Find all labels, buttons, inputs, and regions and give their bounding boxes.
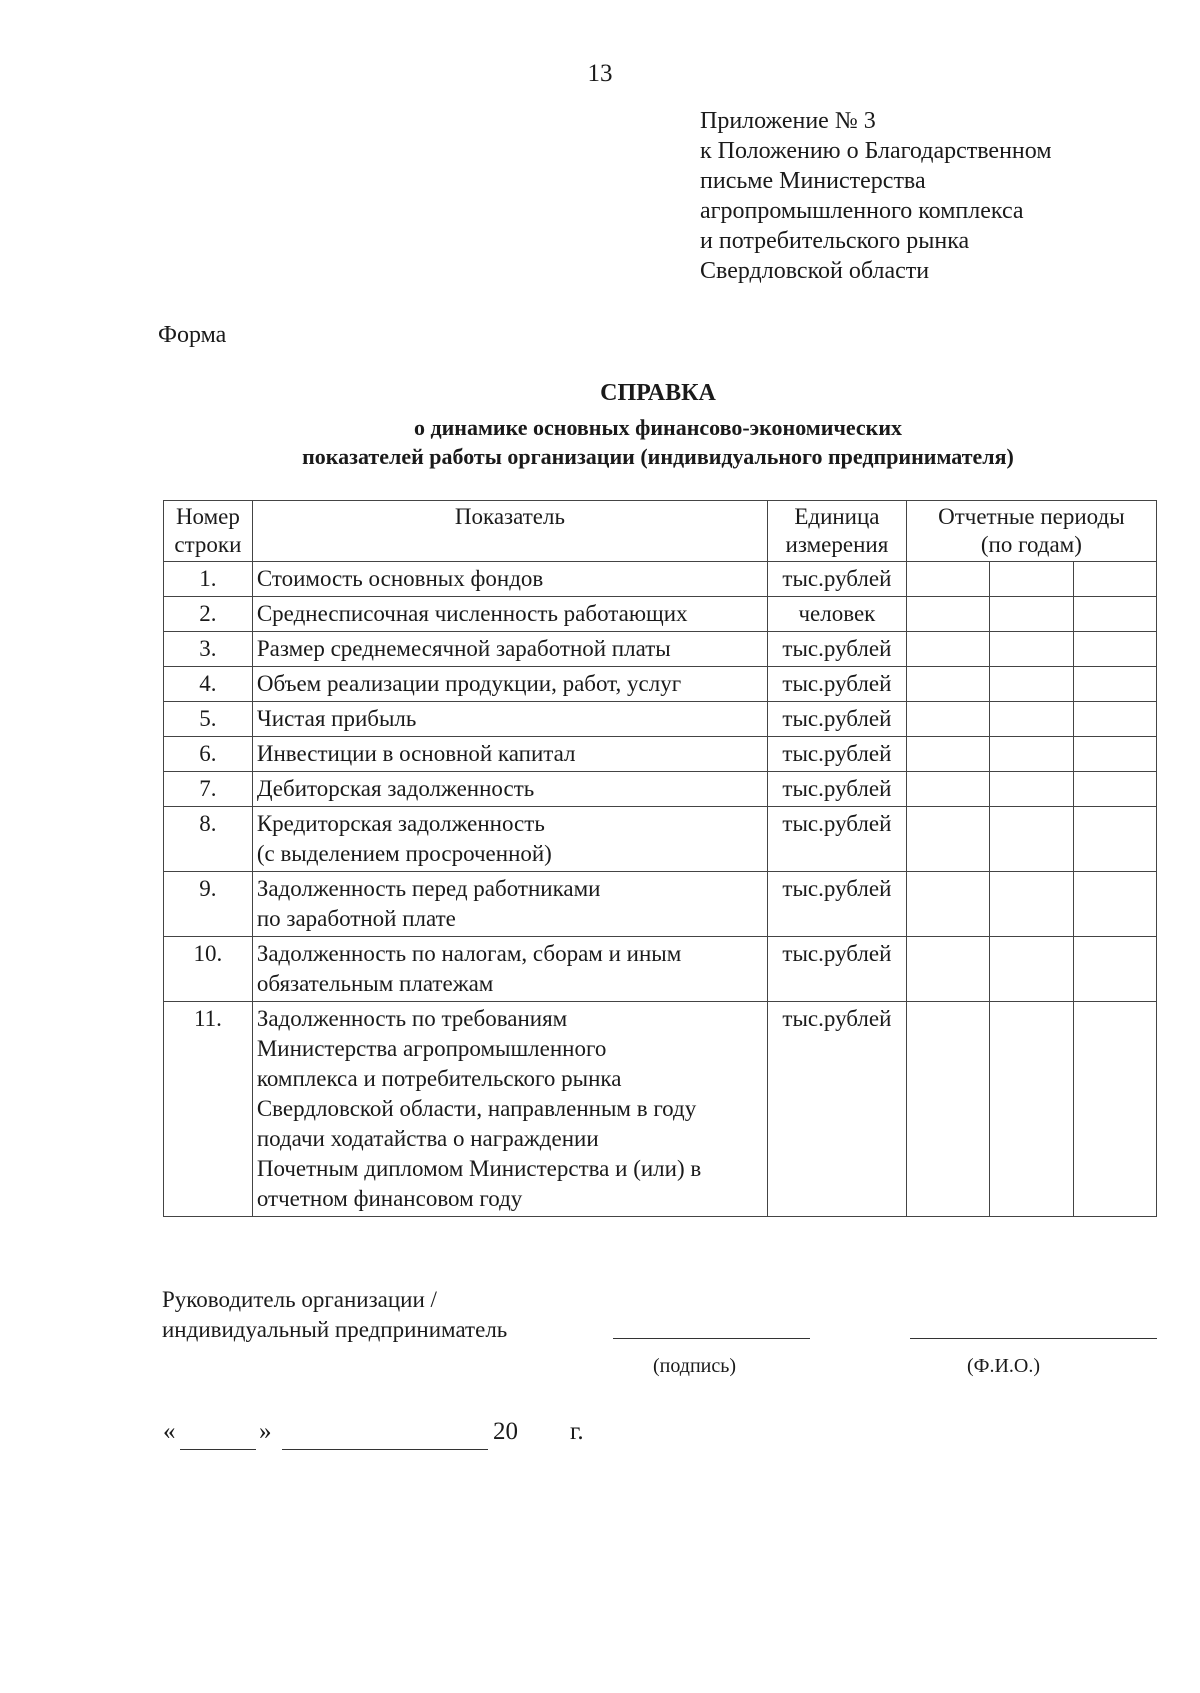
period-value-cell[interactable] <box>990 737 1073 772</box>
period-value-cell[interactable] <box>906 872 989 937</box>
header-reporting-periods: Отчетные периоды (по годам) <box>906 501 1156 562</box>
table-row <box>164 597 1157 632</box>
row-number: 5. <box>164 702 253 737</box>
table-row <box>164 562 1157 597</box>
period-value-cell[interactable] <box>906 702 989 737</box>
indicator-line: Инвестиции в основной капитал <box>256 741 576 766</box>
period-value-cell[interactable] <box>906 667 989 702</box>
row-number: 10. <box>164 937 253 1002</box>
row-unit: тыс.рублей <box>768 1002 907 1217</box>
period-value-cell[interactable] <box>990 597 1073 632</box>
row-unit: тыс.рублей <box>768 737 907 772</box>
period-value-cell[interactable] <box>990 937 1073 1002</box>
header-unit: Единица измерения <box>768 501 907 562</box>
signature-caption: (подпись) <box>653 1355 737 1377</box>
period-value-cell[interactable] <box>1073 562 1156 597</box>
form-label: Форма <box>158 322 227 348</box>
indicator-line: комплекса и потребительского рынка <box>256 1066 622 1091</box>
row-unit: тыс.рублей <box>768 807 907 872</box>
row-indicator <box>252 632 767 667</box>
indicator-line: Министерства агропромышленного <box>256 1036 607 1061</box>
period-value-cell[interactable] <box>990 632 1073 667</box>
row-indicator <box>252 667 767 702</box>
table-row <box>164 807 1157 872</box>
period-value-cell[interactable] <box>990 667 1073 702</box>
table-row <box>164 772 1157 807</box>
row-number: 1. <box>164 562 253 597</box>
period-value-cell[interactable] <box>906 597 989 632</box>
row-indicator <box>252 807 767 872</box>
row-number: 3. <box>164 632 253 667</box>
page-number: 13 <box>587 60 613 87</box>
row-number: 8. <box>164 807 253 872</box>
period-value-cell[interactable] <box>1073 772 1156 807</box>
row-unit: тыс.рублей <box>768 702 907 737</box>
indicator-line: Свердловской области, направленным в году <box>256 1096 697 1121</box>
indicator-line: Объем реализации продукции, работ, услуг <box>256 671 682 696</box>
table-row <box>164 1002 1157 1217</box>
period-value-cell[interactable] <box>906 937 989 1002</box>
indicator-line: отчетном финансовом году <box>256 1186 523 1211</box>
period-value-cell[interactable] <box>990 562 1073 597</box>
row-unit: тыс.рублей <box>768 872 907 937</box>
period-value-cell[interactable] <box>1073 872 1156 937</box>
date-day-blank[interactable] <box>180 1449 256 1450</box>
appendix-line: Приложение № 3 <box>700 108 876 134</box>
table-row <box>164 667 1157 702</box>
row-number: 9. <box>164 872 253 937</box>
row-number: 2. <box>164 597 253 632</box>
subtitle-line: о динамике основных финансово-экономических <box>413 415 903 440</box>
indicator-line: Чистая прибыль <box>256 706 417 731</box>
indicator-line: Среднесписочная численность работающих <box>256 601 688 626</box>
table-row <box>164 937 1157 1002</box>
period-value-cell[interactable] <box>990 872 1073 937</box>
table-row <box>164 632 1157 667</box>
row-number: 11. <box>164 1002 253 1217</box>
row-indicator <box>252 1002 767 1217</box>
period-value-cell[interactable] <box>990 807 1073 872</box>
indicator-line: Кредиторская задолженность <box>256 811 545 836</box>
subtitle-line: показателей работы организации (индивидуального предпринимателя) <box>302 444 1014 469</box>
row-number: 7. <box>164 772 253 807</box>
row-unit: тыс.рублей <box>768 667 907 702</box>
indicator-line: (с выделением просроченной) <box>256 841 552 866</box>
full-name-blank[interactable] <box>910 1338 1157 1339</box>
indicator-line: Задолженность по налогам, сборам и иным <box>256 941 682 966</box>
period-value-cell[interactable] <box>906 772 989 807</box>
appendix-line: письме Министерства <box>700 168 926 194</box>
appendix-line: к Положению о Благодарственном <box>700 138 1052 164</box>
header-indicator: Показатель <box>252 501 767 562</box>
table-row <box>164 702 1157 737</box>
indicator-line: по заработной плате <box>256 906 456 931</box>
period-value-cell[interactable] <box>906 632 989 667</box>
row-number: 6. <box>164 737 253 772</box>
period-value-cell[interactable] <box>1073 737 1156 772</box>
indicator-line: обязательным платежам <box>256 971 494 996</box>
row-unit: тыс.рублей <box>768 562 907 597</box>
appendix-line: агропромышленного комплекса <box>700 198 1024 224</box>
period-value-cell[interactable] <box>990 702 1073 737</box>
date-month-blank[interactable] <box>282 1449 488 1450</box>
document-title: СПРАВКА <box>600 380 716 406</box>
indicator-line: подачи ходатайства о награждении <box>256 1126 599 1151</box>
full-name-caption: (Ф.И.О.) <box>967 1355 1041 1377</box>
period-value-cell[interactable] <box>1073 667 1156 702</box>
row-indicator <box>252 772 767 807</box>
indicator-line: Задолженность по требованиям <box>256 1006 568 1031</box>
indicator-line: Задолженность перед работниками <box>256 876 601 901</box>
appendix-reference <box>700 106 1052 286</box>
row-indicator <box>252 737 767 772</box>
signatory-role-line: Руководитель организации / <box>162 1287 437 1312</box>
table-row <box>164 737 1157 772</box>
appendix-line: Свердловской области <box>700 258 930 284</box>
indicator-line: Размер среднемесячной заработной платы <box>256 636 671 661</box>
table-header-row <box>164 501 1157 562</box>
period-value-cell[interactable] <box>1073 632 1156 667</box>
row-indicator <box>252 872 767 937</box>
period-value-cell[interactable] <box>906 737 989 772</box>
period-value-cell[interactable] <box>1073 807 1156 872</box>
row-indicator <box>252 702 767 737</box>
table-body <box>164 562 1157 1217</box>
date-open-quote: « <box>163 1418 176 1445</box>
indicator-line: Дебиторская задолженность <box>256 776 535 801</box>
period-value-cell[interactable] <box>906 562 989 597</box>
indicator-line: Стоимость основных фондов <box>256 566 544 591</box>
document-subtitle <box>0 413 1200 471</box>
period-value-cell[interactable] <box>906 1002 989 1217</box>
row-number: 4. <box>164 667 253 702</box>
appendix-line: и потребительского рынка <box>700 228 970 254</box>
indicator-line: Почетным дипломом Министерства и (или) в <box>256 1156 702 1181</box>
date-year-suffix: г. <box>570 1418 584 1445</box>
period-value-cell[interactable] <box>1073 1002 1156 1217</box>
period-value-cell[interactable] <box>1073 937 1156 1002</box>
row-indicator <box>252 597 767 632</box>
row-indicator <box>252 562 767 597</box>
row-indicator <box>252 937 767 1002</box>
signatory-role-line: индивидуальный предприниматель <box>162 1317 508 1342</box>
row-unit: тыс.рублей <box>768 772 907 807</box>
period-value-cell[interactable] <box>1073 597 1156 632</box>
period-value-cell[interactable] <box>906 807 989 872</box>
period-value-cell[interactable] <box>1073 702 1156 737</box>
signatory-role <box>162 1285 507 1345</box>
date-close-quote: » <box>259 1418 272 1445</box>
row-unit: тыс.рублей <box>768 937 907 1002</box>
period-value-cell[interactable] <box>990 772 1073 807</box>
row-unit: человек <box>768 597 907 632</box>
table-row <box>164 872 1157 937</box>
indicators-table <box>163 500 1157 1217</box>
signature-blank[interactable] <box>613 1338 810 1339</box>
header-row-number: Номер строки <box>164 501 253 562</box>
period-value-cell[interactable] <box>990 1002 1073 1217</box>
date-year-prefix: 20 <box>493 1418 518 1445</box>
row-unit: тыс.рублей <box>768 632 907 667</box>
